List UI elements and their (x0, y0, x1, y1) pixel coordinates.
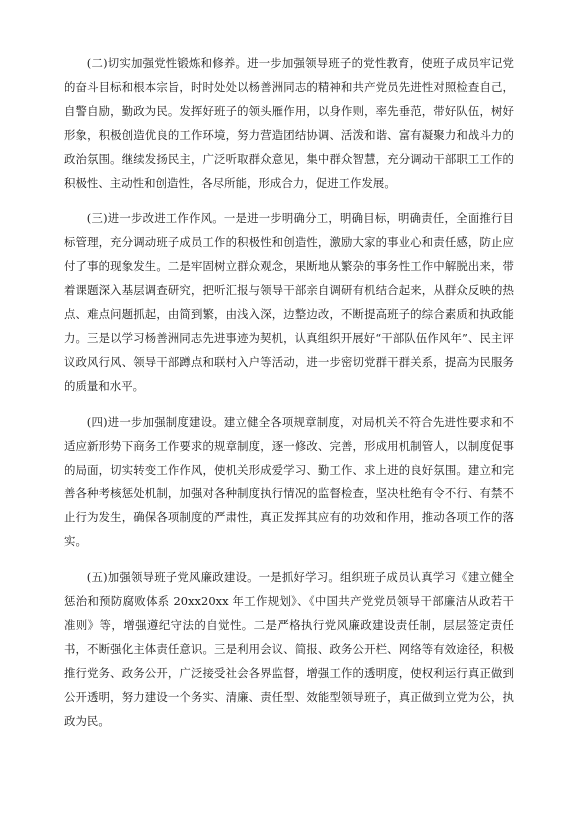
paragraph-strengthen-party-spirit: (二)切实加强党性锻炼和修养。进一步加强领导班子的党性教育，使班子成员牢记党的奋斗目标和根本宗旨，时时处处以杨善洲同志的精神和共产党员先进性对照检查自己，自警自励，勤政为民。发挥好班子的领头雁作用，以身作则，率先垂范，带好队伍，树好形象，积极创造优良的工作环境，努力营造团结协调、活泼和谐、富有凝聚力和战斗力的政治氛围。继续发扬民主，广泛听取群众意见，集中群众智慧，充分调动干部职工工作的积极性、主动性和创造性，各尽所能，形成合力，促进工作发展。 (64, 56, 514, 190)
paragraph-institution-building: (四)进一步加强制度建设。建立健全各项规章制度，对局机关不符合先进性要求和不适应新形势下商务工作要求的规章制度，逐一修改、完善，形成用机制管人，以制度促事的局面，切实转变工作作风，使机关形成爱学习、勤工作、求上进的良好氛围。建立和完善各种考核惩处机制，加强对各种制度执行情况的监督检查，坚决杜绝有令不行、有禁不止行为发生，确保各项制度的严肃性，真正发挥其应有的功效和作用，推动各项工作的落实。 (64, 414, 514, 549)
paragraph-improve-work-style: (三)进一步改进工作作风。一是进一步明确分工，明确目标，明确责任，全面推行目标管理，充分调动班子成员工作的积极性和创造性，激励大家的事业心和责任感，防止应付了事的现象发生。二是牢固树立群众观念，果断地从繁杂的事务性工作中解脱出来，带着课题深入基层调查研究，把听汇报与领导干部亲自调研有机结合起来，从群众反映的热点、难点问题抓起，由简到繁，由浅入深，边整边改，不断提高班子的综合素质和执政能力。三是以学习杨善洲同志先进事迹为契机，认真组织开展好“干部队伍作风年”、民主评议政风行风、领导干部蹲点和联村入户等活动，进一步密切党群干群关系，提高为民服务的质量和水平。 (64, 211, 514, 393)
paragraph-clean-governance: (五)加强领导班子党风廉政建设。一是抓好学习。组织班子成员认真学习《建立健全惩治和预防腐败体系 20xx20xx 年工作规划》、《中国共产党党员领导干部廉洁从政若干准则》等，增强遵纪守法的自觉性。二是严格执行党风廉政建设责任制，层层签定责任书，不断强化主体责任意识。三是利用会议、简报、政务公开栏、网络等有效途径，积极推行党务、政务公开，广泛接受社会各界监督，增强工作的透明度，使权利运行真正做到公开透明，努力建设一个务实、清廉、责任型、效能型领导班子，真正做到立党为公，执政为民。 (64, 570, 514, 728)
